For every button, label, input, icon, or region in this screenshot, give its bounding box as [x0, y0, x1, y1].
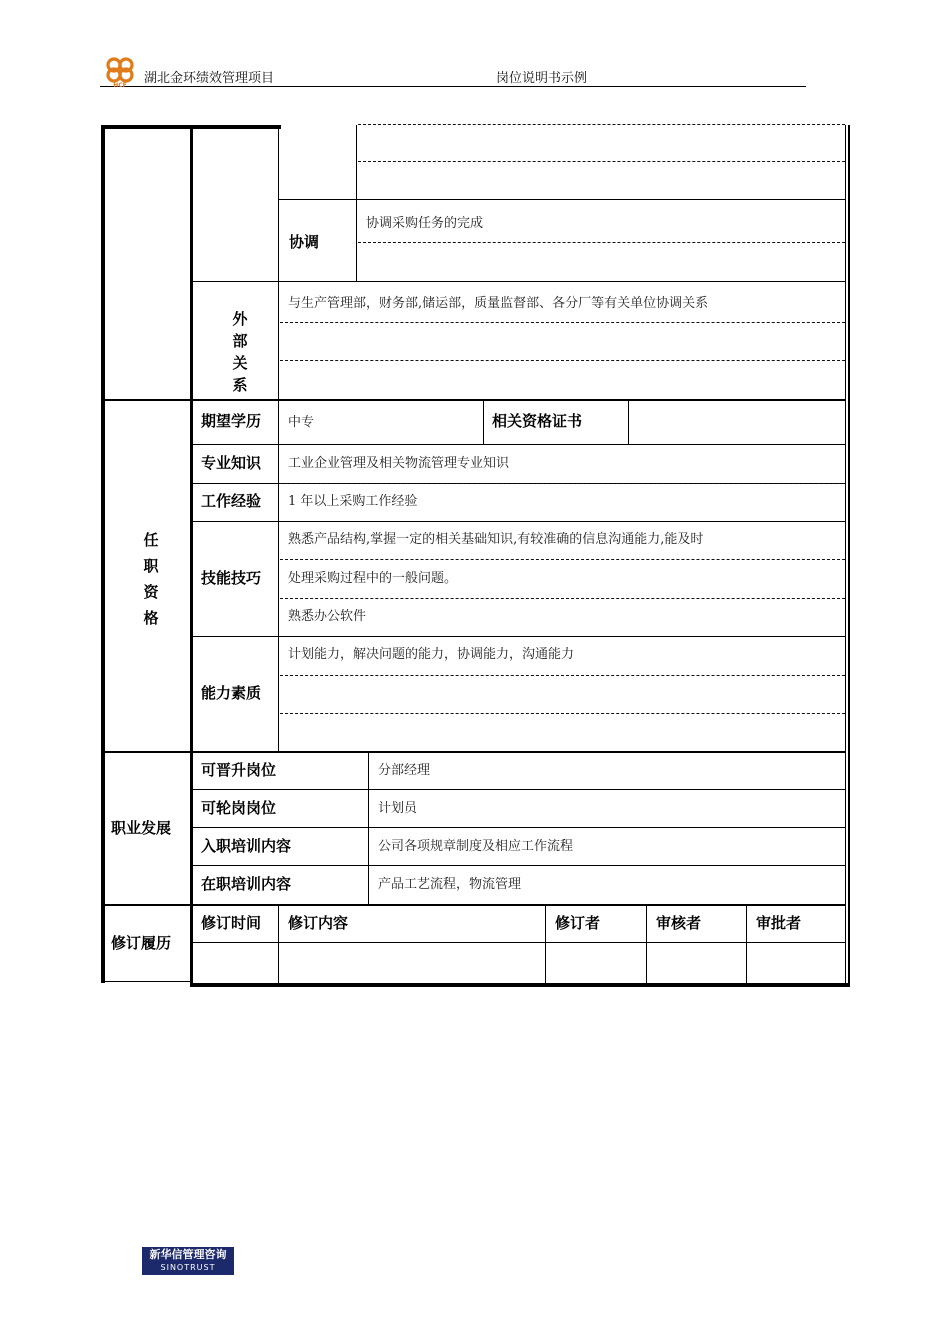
inservice-training-value: 产品工艺流程，物流管理	[378, 877, 522, 892]
education-value: 中专	[288, 415, 315, 430]
career-section-label: 职业发展	[111, 819, 172, 837]
certificate-label: 相关资格证书	[492, 412, 583, 430]
coordinate-label: 协调	[289, 233, 320, 251]
inservice-training-label: 在职培训内容	[201, 875, 292, 893]
document-title: 岗位说明书示例	[496, 71, 588, 86]
education-label: 期望学历	[201, 412, 262, 430]
knowledge-value: 工业企业管理及相关物流管理专业知识	[288, 456, 510, 471]
coordinate-text: 协调采购任务的完成	[366, 216, 484, 231]
logo-text: HCF	[113, 82, 127, 88]
promotion-label: 可晋升岗位	[201, 761, 277, 779]
footer-brand-cn: 新华信管理咨询	[149, 1248, 227, 1261]
skills-line-3: 熟悉办公软件	[288, 609, 367, 624]
ability-label: 能力素质	[201, 684, 262, 702]
revision-column-header: 修订者	[555, 914, 601, 932]
revision-section-label: 修订履历	[111, 934, 172, 952]
skills-label: 技能技巧	[201, 569, 262, 587]
experience-label: 工作经验	[201, 492, 262, 510]
footer-brand-en: SINOTRUST	[160, 1263, 216, 1272]
company-name: 湖北金环绩效管理项目	[144, 71, 275, 86]
rotation-value: 计划员	[378, 801, 418, 816]
revision-column-header: 修订时间	[201, 914, 262, 932]
page-header	[100, 56, 806, 87]
ability-value: 计划能力，解决问题的能力，协调能力，沟通能力	[288, 647, 575, 662]
skills-line-1: 熟悉产品结构,掌握一定的相关基础知识,有较准确的信息沟通能力,能及时	[288, 532, 704, 547]
revision-column-header: 审核者	[656, 914, 702, 932]
promotion-value: 分部经理	[378, 763, 431, 778]
skills-line-2: 处理采购过程中的一般问题。	[288, 571, 458, 586]
knowledge-label: 专业知识	[201, 454, 262, 472]
onboarding-training-label: 入职培训内容	[201, 837, 292, 855]
revision-column-header: 修订内容	[288, 914, 349, 932]
external-relations-label: 外部关系	[232, 310, 248, 394]
experience-value: 1 年以上采购工作经验	[288, 494, 418, 509]
revision-column-header: 审批者	[756, 914, 802, 932]
sinotrust-logo	[142, 1247, 234, 1275]
hcf-logo-icon	[100, 56, 140, 88]
external-relations-text: 与生产管理部，财务部,储运部，质量监督部、各分厂等有关单位协调关系	[288, 296, 709, 311]
rotation-label: 可轮岗岗位	[201, 799, 277, 817]
onboarding-training-value: 公司各项规章制度及相应工作流程	[378, 839, 574, 854]
qualifications-section-label: 任职资格	[143, 531, 159, 627]
